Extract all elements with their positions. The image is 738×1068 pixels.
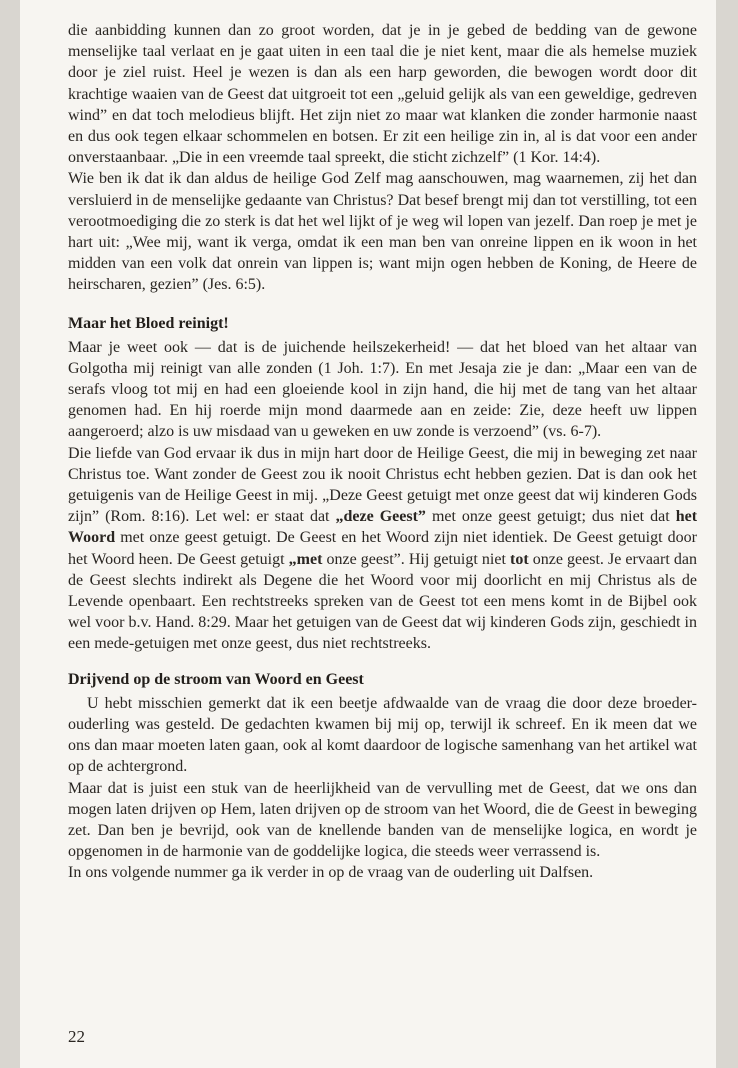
paragraph-4-text-i: onze geest. Je ervaart dan de Geest slechts indirekt als Degene die het Woord voor mij doorlicht en mij Christus als de Levende openbaart. Een rechtstreeks spreken van de Geest tot een mens komt in de Bijbel ook wel voor b.v. Hand. 8:29. Maar het getuigen van de Geest dat wij kinderen Gods zijn, geschiedt in een mede-getuigen met onze geest, dus niet rechtstreeks. (68, 550, 697, 653)
paragraph-4-text-g: onze geest”. Hij getuigt niet (322, 550, 510, 568)
book-page (20, 0, 716, 1068)
paragraph-3: Maar je weet ook — dat is de juichende heilszekerheid! — dat het bloed van het altaar van Golgotha mij reinigt van alle zonden (1 Joh. 1:7). En met Jesaja zie je dan: „Maar een van de serafs vloog tot mij en had een gloeiende kool in zijn hand, die hij met de tang van het altaar genomen had. En hij roerde mijn mond daarmede aan en zeide: Zie, deze heeft uw lippen aangeroerd; alzo is uw misdaad van u geweken en uw zonde is verzoend” (vs. 6-7). (68, 338, 697, 441)
paragraph-5: U hebt misschien gemerkt dat ik een beetje afdwaalde van de vraag die door deze broeder-ouderling was gesteld. De gedachten kwamen bij mij op, terwijl ik schreef. En ik meen dat we ons dan maar moeten laten gaan, ook al komt daardoor de logische samenhang van het artikel wat op de achtergrond. (68, 694, 697, 776)
bold-tot: tot (510, 550, 529, 568)
paragraph-7: In ons volgende nummer ga ik verder in op de vraag van de ouderling uit Dalfsen. (68, 864, 594, 882)
paragraph-2: Wie ben ik dat ik dan aldus de heilige God Zelf mag aanschouwen, mag waarnemen, zij het dan versluierd in de menselijke gedaante van Christus? Dat besef brengt mij dan tot verstilling, tot een verootmoediging die zo sterk is dat het wel lijkt of je weg wil lopen van jezelf. Dan roep je met je hart uit: „Wee mij, want ik verga, omdat ik een man ben van onreine lippen en ik woon in het midden van een volk dat onrein van lippen is; want mijn ogen hebben de Koning, de Heere de heirscharen, gezien” (Jes. 6:5). (68, 170, 697, 294)
body-text (68, 20, 697, 884)
paragraph-4-text-a: Die liefde van God ervaar ik dus in mijn hart door de Heilige Geest, die mij in beweging zet naar Christus toe. Want zonder de Geest zou ik nooit Christus echt hebben gezien. Dat is dan ook het getuigenis van de Heilige Geest in mij. „Deze Geest getuigt met onze geest dat wij kinderen Gods zijn” (Rom. 8:16). Let wel: er staat dat (68, 444, 697, 526)
bold-het-woord: het Woord (68, 508, 698, 547)
paragraph-4 (68, 443, 697, 655)
section-heading-bloed: Maar het Bloed reinigt! (68, 314, 229, 332)
paragraph-4-text-e: met onze geest getuigt. De Geest en het Woord zijn niet identiek. De Geest getuigt door het Woord heen. De Geest getuigt (68, 529, 697, 568)
bold-deze-geest: „deze Geest” (335, 508, 426, 526)
bold-met: „met (288, 550, 323, 568)
paragraph-4-text-c: met onze geest getuigt; dus niet dat (425, 508, 676, 526)
paragraph-1: die aanbidding kunnen dan zo groot worden, dat je in je gebed de bedding van de gewone menselijke taal verlaat en je gaat uiten in een taal die je niet kent, maar die als hemelse muziek door je ziel ruist. Heel je wezen is dan als een harp geworden, die bewogen wordt door dit krachtige waaien van de Geest dat uitgroeit tot een „geluid gelijk als van een geweldige, gedreven wind” en dat toch melodieus blijft. Het zijn niet zo maar wat klanken die zonder harmonie naast en dus ook tegen elkaar schommelen en botsen. Er zit een heilige zin in, al is dat voor een ander onverstaanbaar. „Die in een vreemde taal spreekt, die sticht zichzelf” (1 Kor. 14:4). (68, 22, 697, 167)
section-heading-drijvend: Drijvend op de stroom van Woord en Geest (68, 670, 364, 688)
paragraph-6: Maar dat is juist een stuk van de heerlijkheid van de vervulling met de Geest, dat we ons dan mogen laten drijven op Hem, laten drijven op de stroom van het Woord, die de Geest in beweging zet. Dan ben je bevrijd, ook van de knellende banden van de menselijke logica, en wordt je opgenomen in de harmonie van de goddelijke logica, die steeds weer verrassend is. (68, 779, 697, 861)
page-number: 22 (68, 1027, 85, 1046)
